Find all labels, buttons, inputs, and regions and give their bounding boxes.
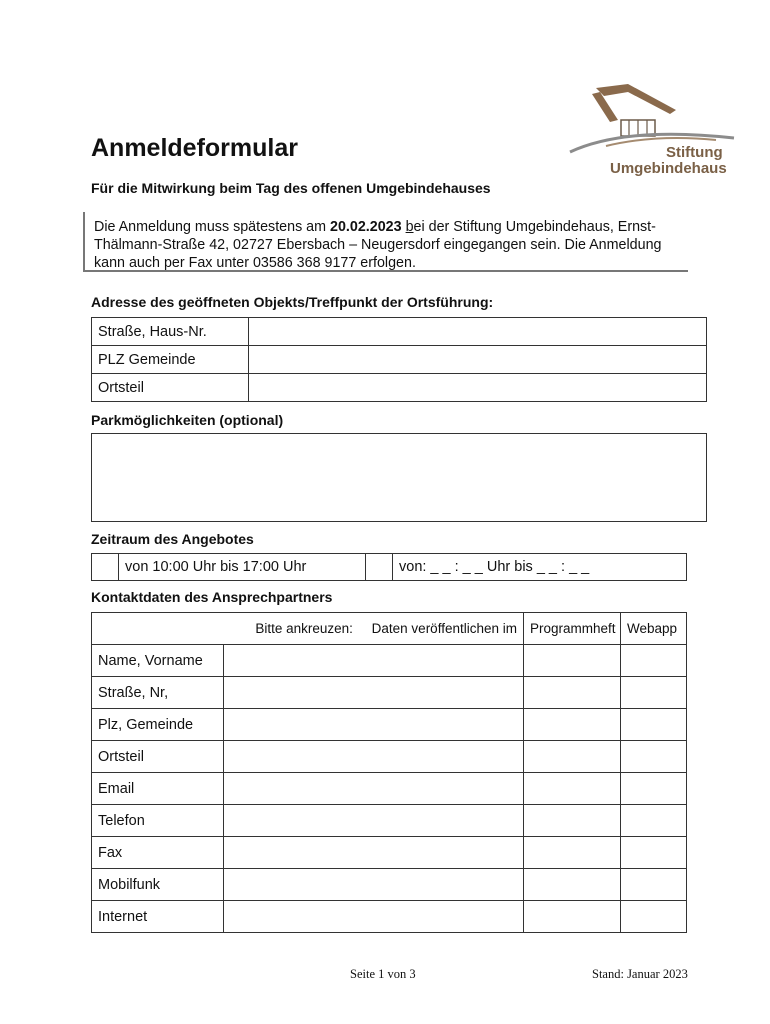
programmheft-checkbox[interactable] xyxy=(524,773,621,805)
check-hint: Bitte ankreuzen: xyxy=(255,621,353,636)
plz-input[interactable] xyxy=(249,346,707,374)
address-row-street xyxy=(92,318,707,346)
publish-hint: Daten veröffentlichen im xyxy=(371,621,517,636)
webapp-column-header: Webapp xyxy=(621,613,687,645)
programmheft-checkbox[interactable] xyxy=(524,677,621,709)
contact-input[interactable] xyxy=(223,805,524,837)
contact-row xyxy=(92,709,687,741)
logo-line-1: Stiftung xyxy=(666,144,723,161)
contact-input[interactable] xyxy=(223,741,524,773)
parking-heading: Parkmöglichkeiten (optional) xyxy=(91,412,284,428)
webapp-checkbox[interactable] xyxy=(621,773,687,805)
logo xyxy=(566,80,736,180)
programmheft-checkbox[interactable] xyxy=(524,805,621,837)
contact-label: Name, Vorname xyxy=(92,645,224,677)
contact-label: Plz, Gemeinde xyxy=(92,709,224,741)
contact-row xyxy=(92,677,687,709)
contact-input[interactable] xyxy=(223,645,524,677)
notice-text-pre: Die Anmeldung muss spätestens am xyxy=(94,219,331,235)
time-option-2-label: von: _ _ : _ _ Uhr bis _ _ : _ _ xyxy=(393,554,687,581)
contact-label: Email xyxy=(92,773,224,805)
ortsteil-label: Ortsteil xyxy=(92,374,249,402)
webapp-checkbox[interactable] xyxy=(621,741,687,773)
stand-date: Stand: Januar 2023 xyxy=(592,967,688,981)
time-option-1-label: von 10:00 Uhr bis 17:00 Uhr xyxy=(119,554,366,581)
webapp-checkbox[interactable] xyxy=(621,837,687,869)
time-heading: Zeitraum des Angebotes xyxy=(91,531,254,547)
webapp-checkbox[interactable] xyxy=(621,645,687,677)
contact-row xyxy=(92,901,687,933)
plz-label: PLZ Gemeinde xyxy=(92,346,249,374)
contact-label: Straße, Nr, xyxy=(92,677,224,709)
contact-row xyxy=(92,837,687,869)
programmheft-checkbox[interactable] xyxy=(524,901,621,933)
contacts-header-row xyxy=(92,613,687,645)
contact-input[interactable] xyxy=(223,869,524,901)
page-title: Anmeldeformular xyxy=(91,134,298,162)
contact-row xyxy=(92,869,687,901)
logo-line-2: Umgebindehaus xyxy=(610,160,727,177)
programmheft-checkbox[interactable] xyxy=(524,837,621,869)
contact-input[interactable] xyxy=(223,677,524,709)
contacts-table xyxy=(91,612,687,933)
contacts-header-text xyxy=(223,613,524,645)
webapp-checkbox[interactable] xyxy=(621,805,687,837)
time-option-1-checkbox[interactable] xyxy=(92,554,119,581)
address-table xyxy=(91,317,707,402)
address-row-plz xyxy=(92,346,707,374)
webapp-checkbox[interactable] xyxy=(621,901,687,933)
street-input[interactable] xyxy=(249,318,707,346)
contact-row xyxy=(92,805,687,837)
contact-label: Mobilfunk xyxy=(92,869,224,901)
address-row-ortsteil xyxy=(92,374,707,402)
address-heading: Adresse des geöffneten Objekts/Treffpunkt der Ortsführung: xyxy=(91,294,494,310)
ortsteil-input[interactable] xyxy=(249,374,707,402)
contact-input[interactable] xyxy=(223,773,524,805)
contact-label: Ortsteil xyxy=(92,741,224,773)
contacts-header-blank xyxy=(92,613,224,645)
notice-box xyxy=(83,212,688,272)
contact-input[interactable] xyxy=(223,709,524,741)
programmheft-checkbox[interactable] xyxy=(524,709,621,741)
contacts-heading: Kontaktdaten des Ansprechpartners xyxy=(91,589,333,605)
notice-deadline: 20.02.2023 xyxy=(330,219,402,235)
contact-label: Telefon xyxy=(92,805,224,837)
programmheft-checkbox[interactable] xyxy=(524,869,621,901)
street-label: Straße, Haus-Nr. xyxy=(92,318,249,346)
programmheft-column-header: Programmheft xyxy=(524,613,621,645)
parking-textarea[interactable] xyxy=(91,433,707,522)
contact-row xyxy=(92,773,687,805)
subtitle: Für die Mitwirkung beim Tag des offenen Umgebindehauses xyxy=(91,180,491,196)
contact-input[interactable] xyxy=(223,901,524,933)
programmheft-checkbox[interactable] xyxy=(524,741,621,773)
contact-row xyxy=(92,741,687,773)
time-table xyxy=(91,553,687,581)
programmheft-checkbox[interactable] xyxy=(524,645,621,677)
time-option-2-checkbox[interactable] xyxy=(366,554,393,581)
page-number: Seite 1 von 3 xyxy=(350,967,416,981)
contact-label: Internet xyxy=(92,901,224,933)
contact-label: Fax xyxy=(92,837,224,869)
notice-text-post: ei der Stiftung Umgebindehaus, Ernst- Thälmann-Straße 42, 02727 Ebersbach – Neugersdorf eingegangen sein. Die Anmeldung kann auch per Fax unter 03586 368 9177 erfolgen. xyxy=(94,219,662,271)
webapp-checkbox[interactable] xyxy=(621,677,687,709)
webapp-checkbox[interactable] xyxy=(621,869,687,901)
contact-input[interactable] xyxy=(223,837,524,869)
contact-row xyxy=(92,645,687,677)
notice-underlined-letter: b xyxy=(405,219,414,235)
webapp-checkbox[interactable] xyxy=(621,709,687,741)
